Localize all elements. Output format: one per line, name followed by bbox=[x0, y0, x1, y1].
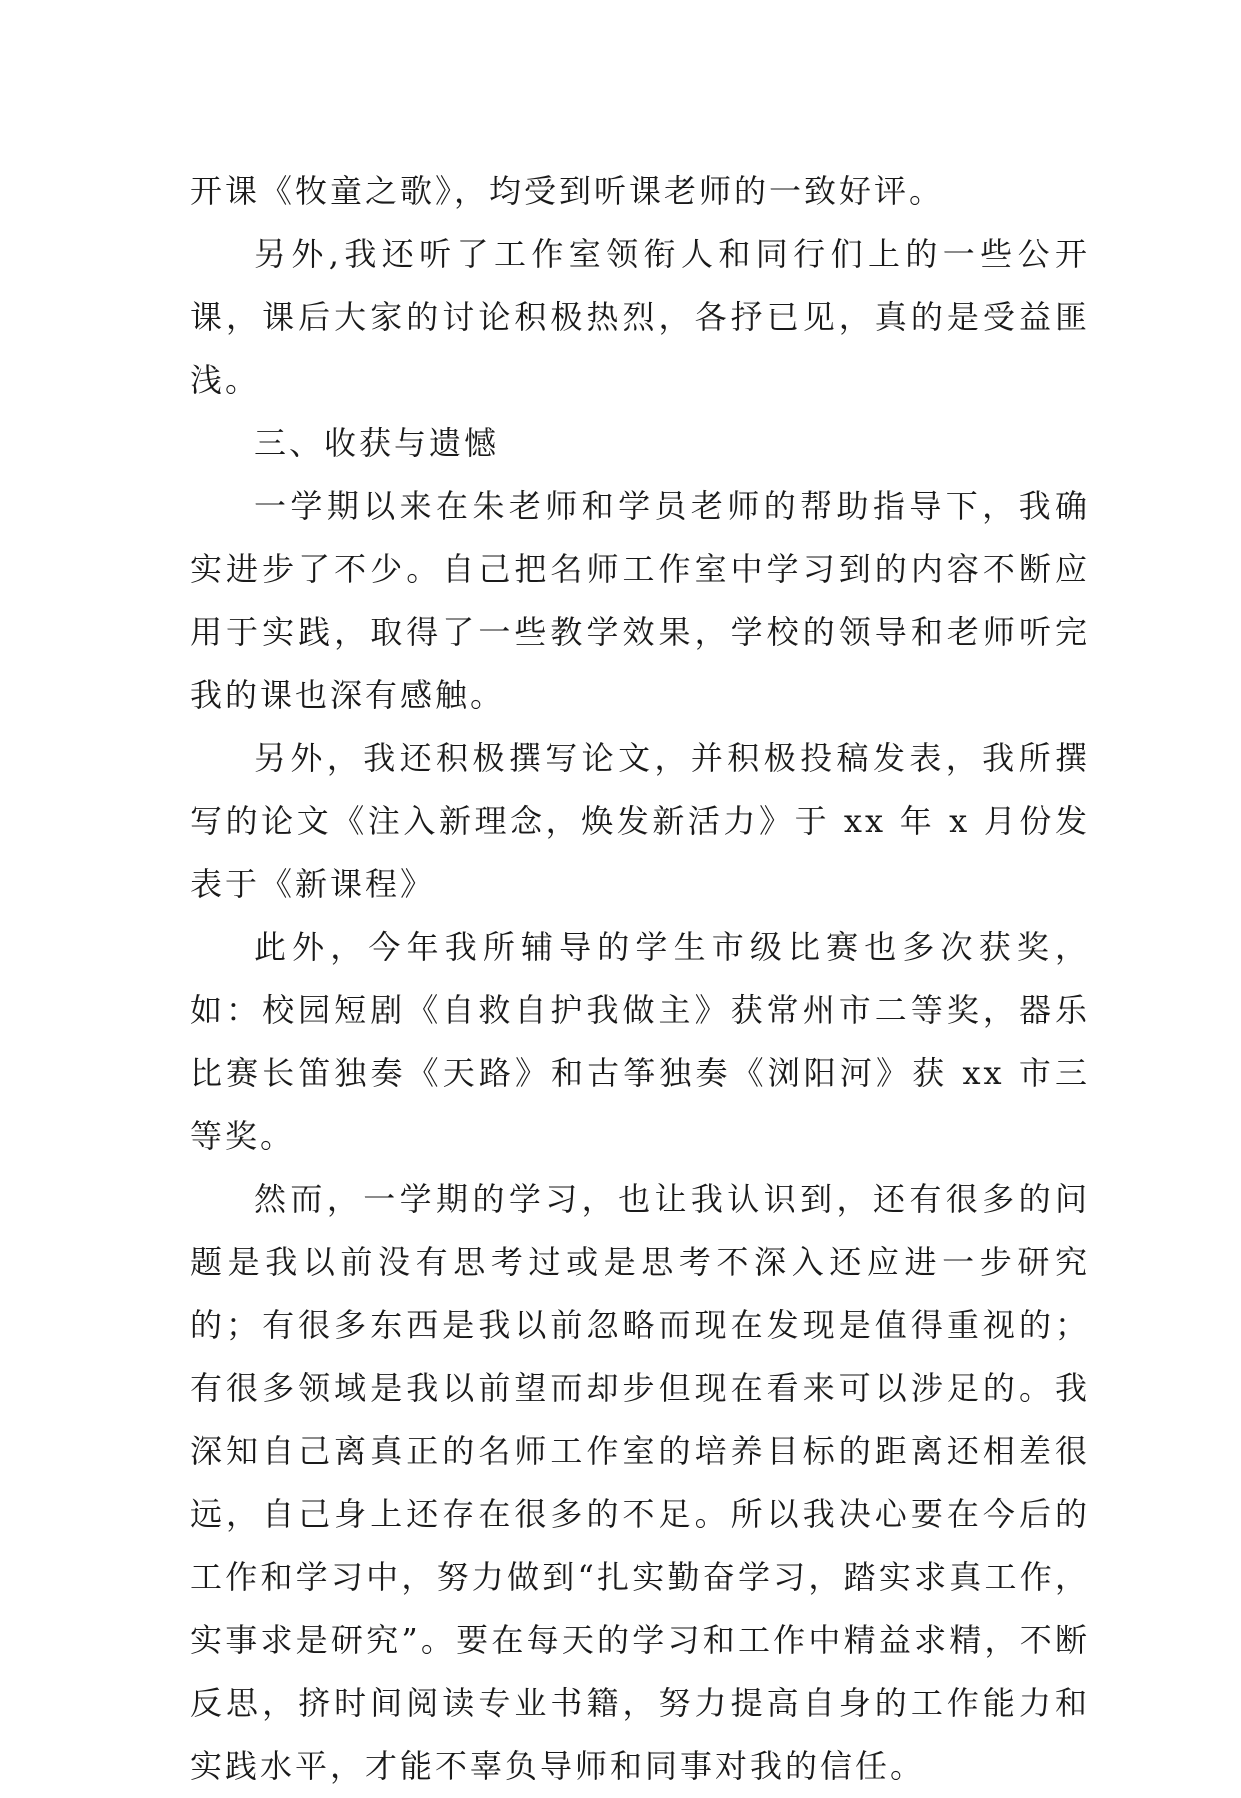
document-body bbox=[190, 160, 1090, 1798]
paragraph-reflection: 然而，一学期的学习，也让我认识到，还有很多的问题是我以前没有思考过或是思考不深入还应进一步研究的；有很多东西是我以前忽略而现在发现是值得重视的；有很多领域是我以前望而却步但现在看来可以涉足的。我深知自己离真正的名师工作室的培养目标的距离还相差很远，自己身上还存在很多的不足。所以我决心要在今后的工作和学习中，努力做到“扎实勤奋学习，踏实求真工作，实事求是研究”。要在每天的学习和工作中精益求精，不断反思，挤时间阅读专业书籍，努力提高自身的工作能力和实践水平，才能不辜负导师和同事对我的信任。 bbox=[190, 1180, 1090, 1785]
paragraph-continuation: 开课《牧童之歌》，均受到听课老师的一致好评。 bbox=[190, 172, 945, 210]
paragraph-public-lessons: 另外,我还听了工作室领衔人和同行们上的一些公开课，课后大家的讨论积极热烈，各抒已见，真的是受益匪浅。 bbox=[190, 235, 1090, 399]
paragraph-paper-publication: 另外，我还积极撰写论文，并积极投稿发表，我所撰写的论文《注入新理念，焕发新活力》于 xx 年 x 月份发表于《新课程》 bbox=[190, 739, 1090, 903]
paragraph-student-awards: 此外，今年我所辅导的学生市级比赛也多次获奖，如：校园短剧《自救自护我做主》获常州市二等奖，器乐比赛长笛独奏《天路》和古筝独奏《浏阳河》获 xx 市三等奖。 bbox=[190, 928, 1090, 1155]
section-heading-gains-regrets: 三、收获与遗憾 bbox=[254, 424, 500, 462]
paragraph-progress: 一学期以来在朱老师和学员老师的帮助指导下，我确实进步了不少。自己把名师工作室中学习到的内容不断应用于实践，取得了一些教学效果，学校的领导和老师听完我的课也深有感触。 bbox=[190, 487, 1090, 714]
